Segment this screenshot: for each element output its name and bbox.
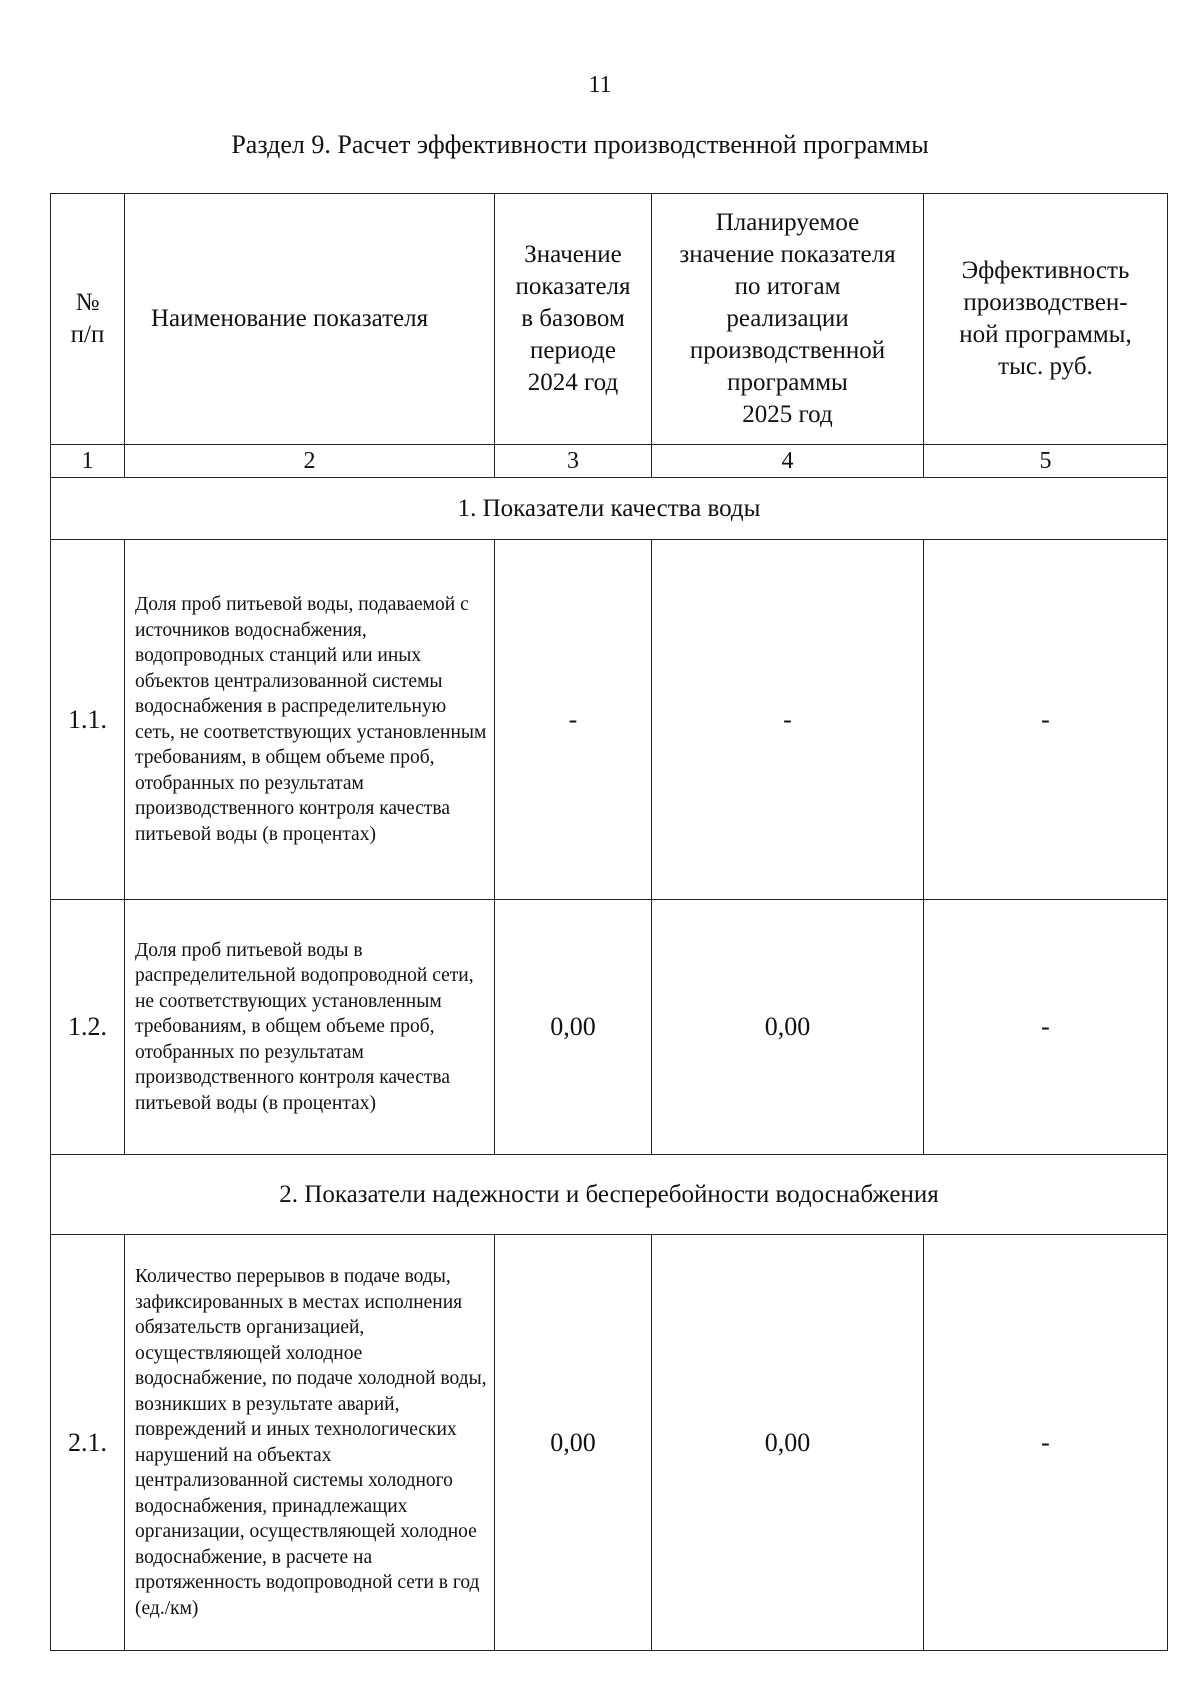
row-planned-value: 0,00 <box>652 1235 924 1651</box>
section-row <box>51 1155 1168 1235</box>
section-row <box>51 478 1168 540</box>
section-heading: 1. Показатели качества воды <box>51 478 1168 540</box>
row-index: 1.2. <box>51 900 125 1155</box>
header-indicator-name: Наименование показателя <box>125 194 495 445</box>
table-row <box>51 1235 1168 1651</box>
row-indicator-name: Доля проб питьевой воды в распределительной водопроводной сети, не соответствующих установленным требованиям, в общем объеме проб, отобранных по результатам производственного контроля качества питьевой воды (в процентах) <box>125 900 495 1155</box>
row-indicator-name: Доля проб питьевой воды, подаваемой с источников водоснабжения, водопроводных станций или иных объектов централизованной системы водоснабжения в распределительную сеть, не соответствующих установленным требованиям, в общем объеме проб, отобранных по результатам производственного контроля качества питьевой воды (в процентах) <box>125 540 495 900</box>
header-efficiency: Эффективность производствен- ной программы, тыс. руб. <box>924 194 1168 445</box>
column-numbers-row <box>51 445 1168 478</box>
row-planned-value: - <box>652 540 924 900</box>
page-number: 11 <box>588 72 612 98</box>
column-number: 3 <box>495 445 652 478</box>
table-header-row <box>51 194 1168 445</box>
row-indicator-name: Количество перерывов в подаче воды, зафиксированных в местах исполнения обязательств организацией, осуществляющей холодное водоснабжение, по подаче холодной воды, возникших в результате аварий, повреждений и иных технологических нарушений на объектах централизованной системы холодного водоснабжения, принадлежащих организации, осуществляющей холодное водоснабжение, в расчете на протяженность водопроводной сети в год (ед./км) <box>125 1235 495 1651</box>
table-row <box>51 900 1168 1155</box>
section-heading: 2. Показатели надежности и бесперебойности водоснабжения <box>51 1155 1168 1235</box>
section-title: Раздел 9. Расчет эффективности производственной программы <box>231 130 929 159</box>
row-efficiency: - <box>924 540 1168 900</box>
row-base-value: 0,00 <box>495 900 652 1155</box>
efficiency-table <box>50 193 1168 1651</box>
row-efficiency: - <box>924 1235 1168 1651</box>
row-base-value: - <box>495 540 652 900</box>
row-index: 2.1. <box>51 1235 125 1651</box>
row-base-value: 0,00 <box>495 1235 652 1651</box>
header-base-value: Значение показателя в базовом периоде 2024 год <box>495 194 652 445</box>
header-planned-value: Планируемое значение показателя по итогам реализации производственной программы 2025 год <box>652 194 924 445</box>
row-index: 1.1. <box>51 540 125 900</box>
header-number: № п/п <box>51 194 125 445</box>
column-number: 4 <box>652 445 924 478</box>
row-efficiency: - <box>924 900 1168 1155</box>
column-number: 2 <box>125 445 495 478</box>
column-number: 1 <box>51 445 125 478</box>
row-planned-value: 0,00 <box>652 900 924 1155</box>
column-number: 5 <box>924 445 1168 478</box>
table-row <box>51 540 1168 900</box>
